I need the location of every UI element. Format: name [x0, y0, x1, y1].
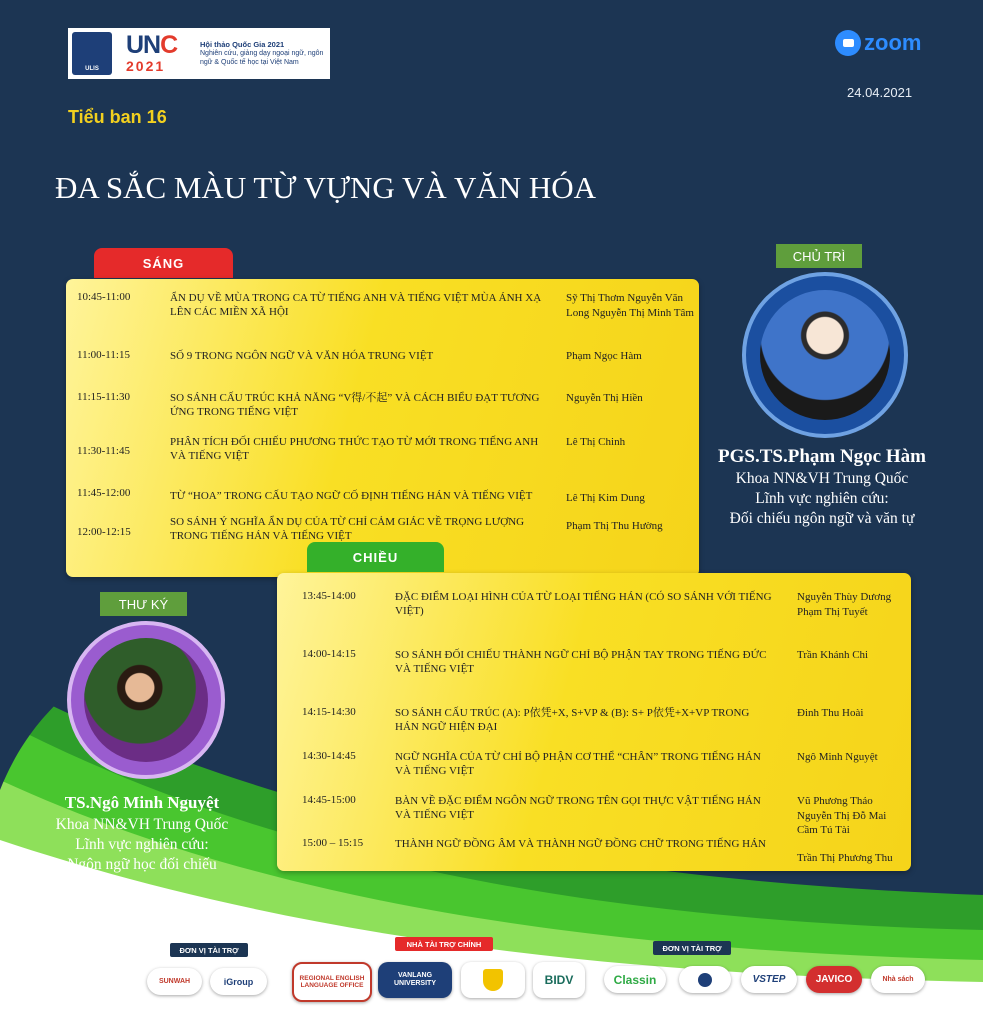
session-topic: THÀNH NGỮ ĐỒNG ÂM VÀ THÀNH NGỮ ĐỒNG CHỮ TRONG TIẾNG HÁN	[395, 838, 766, 850]
sponsor-label-right: ĐƠN VỊ TÀI TRỢ	[653, 941, 731, 955]
chair-name: PGS.TS.Phạm Ngọc Hàm	[718, 446, 926, 467]
unc-year: 2021	[126, 58, 166, 74]
globe-icon	[698, 973, 712, 987]
session-topic: SO SÁNH CẤU TRÚC (A): P依凭+X, S+VP & (B): S+ P依凭+X+VP TRONG HÁN NGỮ HIỆN ĐẠI	[395, 707, 750, 733]
session-topic: PHÂN TÍCH ĐỐI CHIẾU PHƯƠNG THỨC TẠO TỪ MỚI TRONG TIẾNG ANH VÀ TIẾNG VIỆT	[170, 436, 539, 462]
session-speakers: Trần Khánh Chi	[797, 649, 869, 661]
secretary-label: THƯ KÝ	[100, 592, 187, 616]
sponsor-label-left: ĐƠN VỊ TÀI TRỢ	[170, 943, 248, 957]
zoom-logo: zoom	[835, 30, 921, 56]
session-topic: SO SÁNH ĐỐI CHIẾU THÀNH NGỮ CHỈ BỘ PHẬN TAY TRONG TIẾNG ĐỨC VÀ TIẾNG VIỆT	[395, 649, 767, 675]
sponsor-logo-vstep: VSTEP	[741, 966, 797, 993]
session-topic: TỪ “HOA” TRONG CẤU TẠO NGỮ CỐ ĐỊNH TIẾNG HÁN VÀ TIẾNG VIỆT	[170, 490, 533, 502]
session-topic: SO SÁNH Ý NGHĨA ẨN DỤ CỦA TỪ CHỈ CẢM GIÁC VỀ TRỌNG LƯỢNG TRONG TIẾNG HÁN VÀ TIẾNG VIỆT	[170, 516, 525, 542]
sponsor-logo-classin: Classin	[604, 966, 666, 993]
chair-faculty: Khoa NN&VH Trung Quốc	[735, 470, 909, 487]
session-time: 15:00 – 15:15	[302, 837, 364, 849]
sponsor-logo-igroup: iGroup	[210, 968, 267, 995]
secretary-name: TS.Ngô Minh Nguyệt	[64, 793, 220, 812]
sponsor-logo-sunwah: SUNWAH	[147, 968, 202, 995]
session-time: 14:30-14:45	[302, 750, 356, 762]
session-speakers: Ngô Minh Nguyệt	[797, 751, 878, 763]
unc-wordmark: UNC	[126, 31, 178, 59]
video-camera-icon	[835, 30, 861, 56]
secretary-info	[20, 793, 264, 875]
chair-label: CHỦ TRÌ	[776, 244, 862, 268]
session-topic: ẨN DỤ VỀ MÙA TRONG CA TỪ TIẾNG ANH VÀ TIẾNG VIỆT MÙA ÁNH XẠ LÊN CÁC MIỀN XÃ HỘI	[170, 292, 542, 318]
session-topic: SỐ 9 TRONG NGÔN NGỮ VÀ VĂN HÓA TRUNG VIỆT	[170, 350, 434, 362]
session-speakers: Phạm Thị Thu Hường	[566, 520, 663, 532]
event-date: 24.04.2021	[847, 85, 913, 100]
conference-logo	[68, 28, 330, 79]
main-sponsor-label: NHÀ TÀI TRỢ CHÍNH	[395, 937, 493, 951]
session-topic: NGỮ NGHĨA CỦA TỪ CHỈ BỘ PHẬN CƠ THỂ “CHÂN” TRONG TIẾNG HÁN VÀ TIẾNG VIỆT	[395, 751, 761, 777]
session-speakers: Sỹ Thị Thơm Nguyễn Văn Long Nguyễn Thị Minh Tâm	[566, 292, 694, 319]
session-time: 11:00-11:15	[77, 349, 130, 361]
afternoon-tab: CHIỀU	[307, 542, 444, 572]
chair-photo-frame	[742, 272, 908, 438]
session-speakers: Lê Thị Kim Dung	[566, 492, 645, 504]
session-topic: BÀN VỀ ĐẶC ĐIỂM NGÔN NGỮ TRONG TÊN GỌI THỰC VẬT TIẾNG HÁN VÀ TIẾNG VIỆT	[395, 795, 761, 821]
sponsor-logo-emblem	[461, 962, 525, 998]
secretary-field-label: Lĩnh vực nghiên cứu:	[75, 836, 209, 853]
sponsor-logo-javico: JAVICO	[806, 966, 862, 993]
page-title: ĐA SẮC MÀU TỪ VỰNG VÀ VĂN HÓA	[55, 170, 597, 205]
session-time: 14:15-14:30	[302, 706, 356, 718]
session-time: 11:45-12:00	[77, 487, 131, 499]
sponsor-logo-bidv: BIDV	[533, 962, 585, 998]
session-topic: SO SÁNH CẤU TRÚC KHẢ NĂNG “V得/不起” VÀ CÁCH BIỂU ĐẠT TƯƠNG ỨNG TRONG TIẾNG VIỆT	[170, 392, 540, 418]
chair-avatar	[760, 290, 890, 420]
secretary-field: Ngôn ngữ học đối chiếu	[67, 856, 217, 873]
shield-icon	[483, 969, 503, 991]
secretary-photo-frame	[67, 621, 225, 779]
afternoon-schedule	[277, 573, 911, 871]
subpanel-label: Tiểu ban 16	[68, 107, 167, 127]
secretary-avatar	[84, 638, 208, 762]
session-time: 12:00-12:15	[77, 526, 131, 538]
chair-field: Đối chiếu ngôn ngữ và văn tự	[729, 510, 915, 527]
morning-schedule	[66, 279, 699, 577]
session-time: 14:45-15:00	[302, 794, 356, 806]
session-time: 14:00-14:15	[302, 648, 356, 660]
secretary-faculty: Khoa NN&VH Trung Quốc	[55, 816, 229, 833]
session-time: 11:15-11:30	[77, 391, 130, 403]
university-seal: ULIS	[72, 32, 112, 75]
session-speakers: Nguyễn Thị Hiền	[566, 392, 643, 404]
session-time: 11:30-11:45	[77, 445, 130, 457]
session-speakers: Vũ Phương Thảo Nguyễn Thị Đỗ Mai Cầm Tú Tài	[797, 795, 887, 836]
chair-field-label: Lĩnh vực nghiên cứu:	[755, 490, 889, 507]
sponsor-logo-vanlang: VANLANG UNIVERSITY	[378, 962, 452, 998]
morning-tab: SÁNG	[94, 248, 233, 278]
sponsor-logo-bookstore: Nhà sách	[871, 966, 925, 993]
chair-info	[696, 447, 948, 529]
session-speakers: Đinh Thu Hoài	[797, 707, 864, 719]
session-speakers: Nguyễn Thùy Dương Phạm Thị Tuyết	[797, 591, 892, 618]
sponsor-logo-relo: REGIONAL ENGLISH LANGUAGE OFFICE	[292, 962, 372, 1002]
session-time: 10:45-11:00	[77, 291, 131, 303]
session-time: 13:45-14:00	[302, 590, 356, 602]
session-speakers: Phạm Ngọc Hàm	[566, 350, 642, 362]
session-speakers: Lê Thị Chinh	[566, 436, 626, 448]
sponsor-logo-round	[679, 966, 731, 993]
session-topic: ĐẶC ĐIỂM LOẠI HÌNH CỦA TỪ LOẠI TIẾNG HÁN (CÓ SO SÁNH VỚI TIẾNG VIỆT)	[395, 591, 772, 617]
session-speakers: Trần Thị Phương Thu	[797, 852, 893, 864]
conference-description: Hội thảo Quốc Gia 2021 Nghiên cứu, giảng dạy ngoại ngữ, ngôn ngữ & Quốc tế học tại Việt Nam	[200, 40, 324, 66]
